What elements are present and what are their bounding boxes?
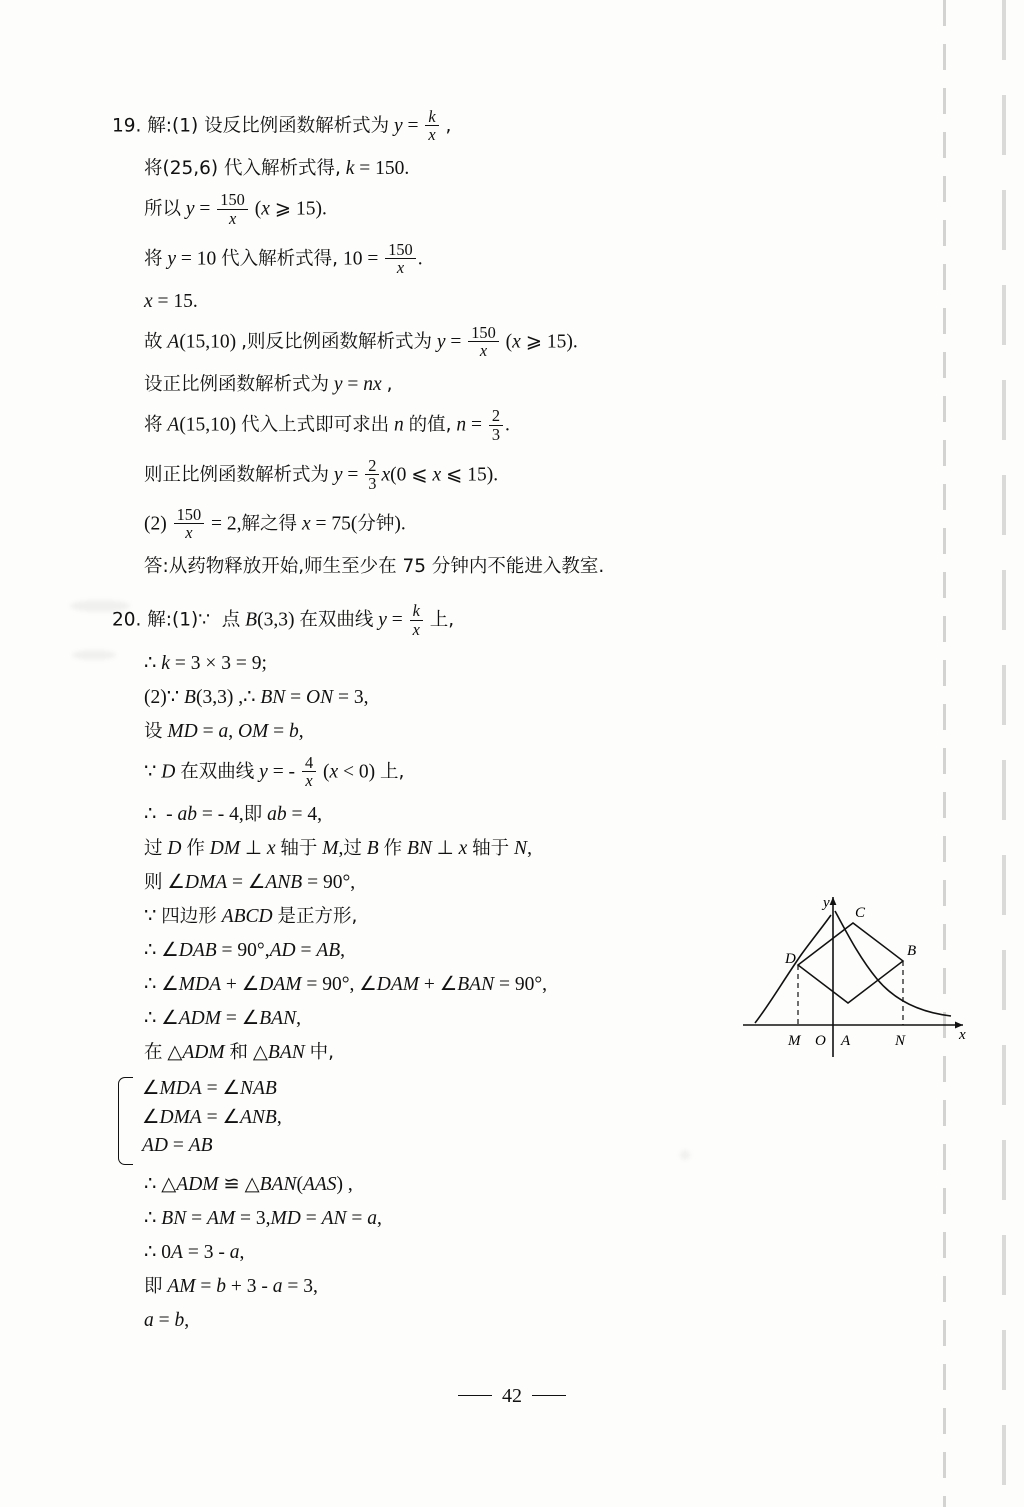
axis-label-y: y xyxy=(823,895,830,911)
problem-19-line-5: x = 15. xyxy=(144,291,198,313)
problem-19-line-11: 答:从药物释放开始,师生至少在 75 分钟内不能进入教室. xyxy=(144,556,605,578)
problem-20-line-14: ∴ △ADM ≌ △BAN(AAS) , xyxy=(144,1174,353,1196)
coordinate-graph-figure xyxy=(735,885,975,1065)
scan-edge-artifact-2 xyxy=(1002,0,1006,1507)
problem-19-line-1: 19. 解:(1) 设反比例函数解析式为 y = $\frac{k}{x}$ , xyxy=(112,107,452,145)
problem-19-line-2: 将(25,6) 代入解析式得, k = 150. xyxy=(144,158,410,180)
problem-20-line-3: (2)∵ B(3,3) ,∴ BN = ON = 3, xyxy=(144,686,369,708)
problem-19-line-8: 将 A(15,10) 代入上式即可求出 n 的值, n = $\frac{2}{3}$ . xyxy=(144,406,510,444)
graph-svg xyxy=(735,885,975,1065)
problem-20-line-11: ∴ ∠MDA + ∠DAM = 90°, ∠DAM + ∠BAN = 90°, xyxy=(144,973,548,995)
answer-text-body xyxy=(112,108,902,1343)
scan-smudge xyxy=(72,650,116,660)
problem-19-line-7: 设正比例函数解析式为 y = nx , xyxy=(144,374,393,396)
problem-20-line-9: ∵ 四边形 ABCD 是正方形, xyxy=(144,905,358,927)
problem-20-line-2: ∴ k = 3 × 3 = 9; xyxy=(144,652,267,674)
page-number-footer xyxy=(0,1385,1024,1408)
problem-20-line-6: ∴ - ab = - 4,即 ab = 4, xyxy=(144,804,323,826)
problem-19-line-10: (2) $\frac{150}{x}$ = 2,解之得 x = 75(分钟). xyxy=(144,505,406,543)
point-label-D: D xyxy=(785,951,796,967)
point-label-M: M xyxy=(788,1033,801,1049)
problem-19-line-4: 将 y = 10 代入解析式得, 10 = $\frac{150}{x}$ . xyxy=(144,239,423,277)
problem-20-line-13: 在 △ADM 和 △BAN 中, xyxy=(144,1041,335,1063)
problem-19-line-3: 所以 y = $\frac{150}{x}$ (x ⩾ 15). xyxy=(144,190,327,228)
problem-20-line-7: 过 D 作 DM ⊥ x 轴于 M,过 B 作 BN ⊥ x 轴于 N, xyxy=(144,838,532,859)
problem-20-line-1: 20. 解:(1)∵ 点 B(3,3) 在双曲线 y = $\frac{k}{x}$ 上, xyxy=(112,601,455,639)
problem-20-line-17: 即 AM = b + 3 - a = 3, xyxy=(144,1276,318,1298)
system-row-2: ∠DMA = ∠ANB, xyxy=(142,1106,282,1128)
scan-edge-artifact xyxy=(943,0,946,1507)
point-label-C: C xyxy=(855,905,866,921)
problem-19-line-9: 则正比例函数解析式为 y = $\frac{2}{3}$ x(0 ⩽ x ⩽ 15). xyxy=(144,455,499,493)
system-row-3: AD = AB xyxy=(142,1135,213,1157)
system-row-1: ∠MDA = ∠NAB xyxy=(142,1077,277,1099)
problem-20-line-15: ∴ BN = AM = 3,MD = AN = a, xyxy=(144,1208,382,1230)
problem-20-line-16: ∴ 0A = 3 - a, xyxy=(144,1242,245,1264)
problem-20-line-12: ∴ ∠ADM = ∠BAN, xyxy=(144,1007,301,1029)
problem-20-line-8: 则 ∠DMA = ∠ANB = 90°, xyxy=(144,871,356,893)
footer-rule-left xyxy=(458,1395,492,1396)
footer-rule-right xyxy=(532,1395,566,1396)
page-number: 42 xyxy=(502,1385,522,1407)
point-label-B: B xyxy=(907,943,917,959)
point-label-A: A xyxy=(841,1033,851,1049)
problem-20-line-10: ∴ ∠DAB = 90°,AD = AB, xyxy=(144,939,346,961)
problem-20-line-18: a = b, xyxy=(144,1310,190,1332)
problem-20-line-5: ∵ D 在双曲线 y = - $\frac{4}{x}$ (x < 0) 上, xyxy=(144,752,405,790)
point-label-O: O xyxy=(815,1033,826,1049)
axis-label-x: x xyxy=(959,1027,966,1043)
point-label-N: N xyxy=(895,1033,906,1049)
problem-20-equation-system xyxy=(112,1075,902,1162)
problem-20-line-4: 设 MD = a, OM = b, xyxy=(144,720,304,742)
problem-19-line-6: 故 A(15,10) ,则反比例函数解析式为 y = $\frac{150}{x}$ (x ⩾ 15). xyxy=(144,323,578,361)
system-brace xyxy=(118,1077,133,1165)
